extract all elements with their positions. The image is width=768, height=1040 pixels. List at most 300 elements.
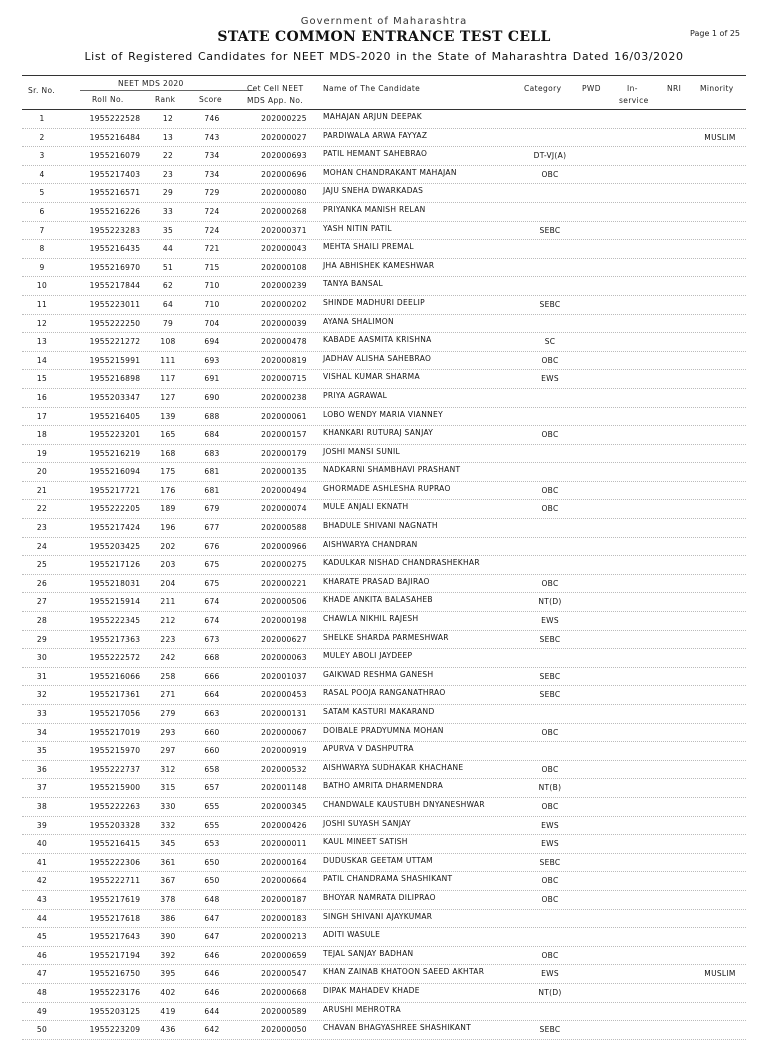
cell-sr-no: 22 — [36, 504, 48, 514]
cell-roll-no: 1955216898 — [89, 374, 141, 384]
cell-sr-no: 21 — [36, 485, 48, 495]
cell-app-no: 202000627 — [261, 634, 307, 644]
table-row — [22, 147, 746, 166]
cell-candidate-name: SHINDE MADHURI DEELIP — [323, 297, 425, 307]
table-row — [22, 389, 746, 408]
cell-roll-no: 1955217424 — [89, 523, 141, 533]
col-app-no-line2: MDS App. No. — [247, 96, 304, 105]
government-label: Government of Maharashtra — [300, 16, 468, 27]
cell-candidate-name: ADITI WASULE — [323, 930, 381, 940]
cell-rank: 23 — [162, 169, 174, 179]
cell-roll-no: 1955222306 — [89, 857, 141, 867]
cell-rank: 64 — [162, 299, 174, 309]
cell-candidate-name: SHELKE SHARDA PARMESHWAR — [323, 632, 449, 642]
cell-sr-no: 29 — [36, 634, 48, 644]
cell-rank: 390 — [160, 932, 176, 942]
cell-sr-no: 43 — [36, 894, 48, 904]
cell-sr-no: 3 — [39, 151, 45, 161]
cell-category: SEBC — [539, 671, 561, 681]
cell-candidate-name: AISHWARYA CHANDRAN — [323, 539, 418, 549]
cell-roll-no: 1955222205 — [89, 504, 141, 514]
cell-roll-no: 1955215900 — [89, 783, 141, 793]
table-row — [22, 817, 746, 836]
table-row — [22, 575, 746, 594]
cell-app-no: 202000506 — [261, 597, 307, 607]
cell-category: EWS — [541, 374, 559, 384]
table-row — [22, 593, 746, 612]
cell-roll-no: 1955217403 — [89, 169, 141, 179]
table-row — [22, 277, 746, 296]
cell-candidate-name: MAHAJAN ARJUN DEEPAK — [323, 112, 422, 121]
cell-rank: 402 — [160, 987, 176, 997]
cell-app-no: 202000589 — [261, 1006, 307, 1016]
cell-score: 734 — [204, 169, 220, 179]
col-pwd: PWD — [582, 84, 601, 93]
cell-category: EWS — [541, 839, 559, 849]
col-score: Score — [199, 95, 223, 104]
cell-sr-no: 17 — [36, 411, 48, 421]
cell-candidate-name: PRIYANKA MANISH RELAN — [323, 204, 426, 214]
table-body — [22, 110, 746, 1040]
cell-score: 673 — [204, 634, 220, 644]
cell-rank: 29 — [162, 188, 174, 198]
cell-candidate-name: LOBO WENDY MARIA VIANNEY — [323, 409, 443, 419]
cell-roll-no: 1955223209 — [89, 1025, 141, 1035]
cell-candidate-name: BATHO AMRITA DHARMENDRA — [323, 781, 444, 791]
cell-score: 663 — [204, 709, 220, 718]
cell-sr-no: 18 — [36, 430, 48, 440]
cell-app-no: 202000179 — [261, 448, 307, 458]
cell-candidate-name: AISHWARYA SUDHAKAR KHACHANE — [323, 762, 464, 772]
col-name: Name of The Candidate — [323, 84, 421, 93]
cell-sr-no: 42 — [36, 876, 48, 886]
cell-sr-no: 38 — [36, 801, 48, 811]
cell-candidate-name: TEJAL SANJAY BADHAN — [323, 948, 414, 958]
cell-sr-no: 1 — [39, 114, 45, 123]
cell-roll-no: 1955217194 — [89, 950, 141, 960]
cell-roll-no: 1955217618 — [89, 913, 141, 923]
cell-score: 642 — [204, 1025, 220, 1035]
cell-sr-no: 9 — [39, 262, 45, 272]
cell-score: 683 — [204, 448, 220, 458]
cell-rank: 12 — [162, 114, 174, 123]
cell-roll-no: 1955218031 — [89, 578, 141, 588]
table-row — [22, 928, 746, 947]
col-nri: NRI — [667, 84, 682, 93]
table-row — [22, 352, 746, 371]
cell-score: 693 — [204, 355, 220, 365]
cell-candidate-name: KHANKARI RUTURAJ SANJAY — [323, 428, 434, 438]
cell-category: NT(D) — [538, 987, 562, 997]
cell-roll-no: 1955217721 — [89, 485, 141, 495]
cell-roll-no: 1955223283 — [89, 225, 141, 235]
cell-app-no: 202000135 — [261, 467, 307, 477]
cell-roll-no: 1955217019 — [89, 727, 141, 737]
cell-rank: 189 — [160, 504, 176, 514]
cell-app-no: 202000275 — [261, 560, 307, 570]
cell-sr-no: 2 — [39, 132, 45, 142]
cell-sr-no: 49 — [36, 1006, 48, 1016]
cell-roll-no: 1955217619 — [89, 894, 141, 904]
table-row — [22, 240, 746, 259]
cell-sr-no: 46 — [36, 950, 48, 960]
cell-sr-no: 25 — [36, 560, 48, 570]
cell-sr-no: 40 — [36, 839, 48, 849]
cell-score: 679 — [204, 504, 220, 514]
cell-roll-no: 1955216415 — [89, 839, 141, 849]
table-row — [22, 649, 746, 668]
cell-roll-no: 1955217844 — [89, 281, 141, 291]
cell-app-no: 202000108 — [261, 262, 307, 272]
cell-candidate-name: PATIL HEMANT SAHEBRAO — [323, 149, 428, 159]
table-row — [22, 500, 746, 519]
cell-app-no: 202000067 — [261, 727, 307, 737]
cell-candidate-name: SINGH SHIVANI AJAYKUMAR — [323, 911, 433, 921]
cell-roll-no: 1955217126 — [89, 560, 141, 570]
table-row — [22, 463, 746, 482]
cell-category: EWS — [541, 616, 559, 626]
cell-rank: 223 — [160, 634, 176, 644]
cell-rank: 315 — [160, 783, 176, 793]
cell-roll-no: 1955216571 — [89, 188, 141, 198]
cell-app-no: 202000027 — [261, 132, 307, 142]
cell-score: 650 — [204, 857, 220, 867]
cell-sr-no: 32 — [36, 690, 48, 700]
cell-rank: 279 — [160, 709, 176, 718]
cell-rank: 165 — [160, 430, 176, 440]
cell-score: 690 — [204, 392, 220, 402]
cell-score: 676 — [204, 541, 220, 551]
cell-sr-no: 41 — [36, 857, 48, 867]
cell-score: 734 — [204, 151, 220, 161]
cell-app-no: 202000819 — [261, 355, 307, 365]
cell-category: OBC — [541, 355, 559, 365]
cell-sr-no: 28 — [36, 616, 48, 626]
cell-candidate-name: TANYA BANSAL — [323, 279, 383, 289]
cell-roll-no: 1955222711 — [89, 876, 141, 886]
cell-roll-no: 1955216405 — [89, 411, 141, 421]
cell-app-no: 202000547 — [261, 969, 307, 979]
cell-app-no: 202000225 — [261, 114, 307, 123]
table-header — [22, 75, 746, 110]
col-roll-no: Roll No. — [92, 95, 124, 104]
cell-score: 668 — [204, 653, 220, 663]
cell-app-no: 202000715 — [261, 374, 307, 384]
col-neet-group: NEET MDS 2020 — [118, 79, 184, 88]
cell-score: 657 — [204, 783, 220, 793]
cell-score: 650 — [204, 876, 220, 886]
cell-roll-no: 1955215914 — [89, 597, 141, 607]
cell-roll-no: 1955223176 — [89, 987, 141, 997]
cell-sr-no: 34 — [36, 727, 48, 737]
cell-app-no: 202000426 — [261, 820, 307, 830]
cell-rank: 242 — [160, 653, 176, 663]
cell-sr-no: 7 — [39, 225, 45, 235]
cell-category: OBC — [541, 504, 559, 514]
cell-app-no: 202000187 — [261, 894, 307, 904]
cell-minority: MUSLIM — [704, 132, 736, 142]
col-app-no-line1: Cet Cell NEET — [247, 84, 304, 93]
cell-category: SEBC — [539, 857, 561, 867]
cell-score: 674 — [204, 597, 220, 607]
cell-score: 675 — [204, 560, 220, 570]
cell-category: OBC — [541, 801, 559, 811]
cell-candidate-name: DOIBALE PRADYUMNA MOHAN — [323, 725, 444, 735]
cell-roll-no: 1955215970 — [89, 746, 141, 756]
cell-roll-no: 1955216435 — [89, 244, 141, 254]
table-row — [22, 705, 746, 724]
cell-score: 646 — [204, 950, 220, 960]
table-row — [22, 166, 746, 185]
cell-score: 721 — [204, 244, 220, 254]
cell-roll-no: 1955222737 — [89, 764, 141, 774]
cell-app-no: 202001037 — [261, 671, 307, 681]
cell-category: OBC — [541, 894, 559, 904]
cell-candidate-name: DUDUSKAR GEETAM UTTAM — [323, 855, 433, 865]
cell-app-no: 202000039 — [261, 318, 307, 328]
cell-rank: 361 — [160, 857, 176, 867]
cell-category: SEBC — [539, 634, 561, 644]
cell-sr-no: 50 — [36, 1025, 48, 1035]
cell-candidate-name: SATAM KASTURI MAKARAND — [323, 707, 435, 716]
cell-score: 660 — [204, 746, 220, 756]
cell-score: 658 — [204, 764, 220, 774]
cell-sr-no: 45 — [36, 932, 48, 942]
cell-sr-no: 6 — [39, 206, 45, 216]
cell-rank: 176 — [160, 485, 176, 495]
cell-category: OBC — [541, 876, 559, 886]
cell-rank: 297 — [160, 746, 176, 756]
cell-candidate-name: YASH NITIN PATIL — [323, 223, 392, 233]
cell-roll-no: 1955223201 — [89, 430, 141, 440]
col-category: Category — [524, 84, 562, 93]
table-row — [22, 184, 746, 203]
cell-candidate-name: BHOYAR NAMRATA DILIPRAO — [323, 892, 436, 902]
cell-score: 743 — [204, 132, 220, 142]
cell-roll-no: 1955216066 — [89, 671, 141, 681]
cell-rank: 62 — [162, 281, 174, 291]
cell-candidate-name: KHADE ANKITA BALASAHEB — [323, 595, 433, 605]
cell-candidate-name: JAJU SNEHA DWARKADAS — [323, 186, 424, 196]
table-row — [22, 835, 746, 854]
cell-rank: 168 — [160, 448, 176, 458]
cell-category: OBC — [541, 485, 559, 495]
cell-candidate-name: JHA ABHISHEK KAMESHWAR — [323, 260, 435, 270]
cell-rank: 367 — [160, 876, 176, 886]
cell-app-no: 202000080 — [261, 188, 307, 198]
cell-roll-no: 1955217361 — [89, 690, 141, 700]
cell-candidate-name: CHAWLA NIKHIL RAJESH — [323, 614, 419, 624]
cell-sr-no: 47 — [36, 969, 48, 979]
cell-roll-no: 1955215991 — [89, 355, 141, 365]
document-subtitle: List of Registered Candidates for NEET MDS-2020 in the State of Maharashtra Dated 16/03/2020 — [84, 50, 684, 63]
cell-rank: 111 — [160, 355, 176, 365]
cell-app-no: 202000371 — [261, 225, 307, 235]
cell-sr-no: 33 — [36, 709, 48, 718]
table-row — [22, 333, 746, 352]
cell-sr-no: 30 — [36, 653, 48, 663]
table-row — [22, 686, 746, 705]
cell-category: EWS — [541, 969, 559, 979]
cell-rank: 419 — [160, 1006, 176, 1016]
cell-rank: 330 — [160, 801, 176, 811]
cell-app-no: 202000478 — [261, 337, 307, 347]
table-row — [22, 965, 746, 984]
cell-sr-no: 35 — [36, 746, 48, 756]
table-row — [22, 724, 746, 743]
cell-candidate-name: JADHAV ALISHA SAHEBRAO — [323, 353, 432, 363]
cell-sr-no: 11 — [36, 299, 48, 309]
cell-app-no: 202000221 — [261, 578, 307, 588]
cell-score: 724 — [204, 206, 220, 216]
cell-rank: 202 — [160, 541, 176, 551]
cell-rank: 51 — [162, 262, 174, 272]
cell-app-no: 202000659 — [261, 950, 307, 960]
cell-rank: 378 — [160, 894, 176, 904]
cell-score: 646 — [204, 969, 220, 979]
cell-rank: 332 — [160, 820, 176, 830]
cell-rank: 35 — [162, 225, 174, 235]
cell-candidate-name: GAIKWAD RESHMA GANESH — [323, 669, 434, 679]
table-row — [22, 203, 746, 222]
cell-sr-no: 8 — [39, 244, 45, 254]
cell-app-no: 202000131 — [261, 709, 307, 718]
cell-rank: 345 — [160, 839, 176, 849]
cell-app-no: 202000164 — [261, 857, 307, 867]
cell-score: 660 — [204, 727, 220, 737]
cell-sr-no: 27 — [36, 597, 48, 607]
col-rank: Rank — [155, 95, 176, 104]
cell-sr-no: 24 — [36, 541, 48, 551]
cell-score: 644 — [204, 1006, 220, 1016]
cell-category: OBC — [541, 578, 559, 588]
cell-app-no: 202000074 — [261, 504, 307, 514]
cell-score: 674 — [204, 616, 220, 626]
cell-roll-no: 1955216219 — [89, 448, 141, 458]
cell-app-no: 202000668 — [261, 987, 307, 997]
cell-candidate-name: PARDIWALA ARWA FAYYAZ — [323, 130, 428, 140]
cell-app-no: 202000494 — [261, 485, 307, 495]
cell-score: 724 — [204, 225, 220, 235]
table-row — [22, 668, 746, 687]
cell-app-no: 202000345 — [261, 801, 307, 811]
cell-rank: 212 — [160, 616, 176, 626]
col-inservice-line1: In- — [627, 84, 638, 93]
cell-rank: 395 — [160, 969, 176, 979]
cell-candidate-name: AYANA SHALIMON — [323, 316, 394, 326]
cell-sr-no: 10 — [36, 281, 48, 291]
cell-app-no: 202000050 — [261, 1025, 307, 1035]
table-row — [22, 519, 746, 538]
cell-category: OBC — [541, 727, 559, 737]
table-row — [22, 259, 746, 278]
cell-candidate-name: NADKARNI SHAMBHAVI PRASHANT — [323, 465, 461, 475]
cell-score: 691 — [204, 374, 220, 384]
cell-roll-no: 1955216970 — [89, 262, 141, 272]
cell-sr-no: 16 — [36, 392, 48, 402]
cell-roll-no: 1955217643 — [89, 932, 141, 942]
cell-category: OBC — [541, 950, 559, 960]
cell-roll-no: 1955221272 — [89, 337, 141, 347]
cell-app-no: 202000202 — [261, 299, 307, 309]
table-row — [22, 1003, 746, 1022]
cell-candidate-name: KABADE AASMITA KRISHNA — [323, 335, 432, 345]
cell-app-no: 202000696 — [261, 169, 307, 179]
cell-minority: MUSLIM — [704, 969, 736, 979]
table-row — [22, 984, 746, 1003]
cell-rank: 386 — [160, 913, 176, 923]
cell-score: 710 — [204, 281, 220, 291]
cell-rank: 196 — [160, 523, 176, 533]
col-minority: Minority — [700, 84, 734, 93]
cell-roll-no: 1955222263 — [89, 801, 141, 811]
cell-app-no: 202000919 — [261, 746, 307, 756]
table-row — [22, 408, 746, 427]
cell-sr-no: 44 — [36, 913, 48, 923]
cell-score: 655 — [204, 820, 220, 830]
cell-candidate-name: BHADULE SHIVANI NAGNATH — [323, 521, 438, 531]
cell-score: 715 — [204, 262, 220, 272]
cell-roll-no: 1955216750 — [89, 969, 141, 979]
cell-roll-no: 1955222528 — [89, 114, 141, 123]
cell-category: SC — [544, 337, 556, 347]
table-row — [22, 426, 746, 445]
cell-candidate-name: KADULKAR NISHAD CHANDRASHEKHAR — [323, 558, 480, 568]
cell-candidate-name: PATIL CHANDRAMA SHASHIKANT — [323, 874, 453, 884]
cell-rank: 271 — [160, 690, 176, 700]
cell-sr-no: 13 — [36, 337, 48, 347]
cell-roll-no: 1955222250 — [89, 318, 141, 328]
cell-rank: 211 — [160, 597, 176, 607]
cell-score: 729 — [204, 188, 220, 198]
cell-app-no: 202000011 — [261, 839, 307, 849]
cell-sr-no: 4 — [39, 169, 45, 179]
cell-rank: 127 — [160, 392, 176, 402]
cell-candidate-name: MULE ANJALI EKNATH — [323, 502, 409, 512]
cell-roll-no: 1955203425 — [89, 541, 141, 551]
cell-score: 646 — [204, 987, 220, 997]
cell-score: 666 — [204, 671, 220, 681]
cell-category: OBC — [541, 169, 559, 179]
cell-candidate-name: PRIYA AGRAWAL — [323, 390, 388, 400]
cell-roll-no: 1955216079 — [89, 151, 141, 161]
cell-app-no: 202000532 — [261, 764, 307, 774]
cell-score: 675 — [204, 578, 220, 588]
table-row — [22, 296, 746, 315]
table-row — [22, 482, 746, 501]
cell-score: 647 — [204, 913, 220, 923]
cell-sr-no: 20 — [36, 467, 48, 477]
cell-score: 681 — [204, 485, 220, 495]
table-row — [22, 910, 746, 929]
cell-roll-no: 1955203347 — [89, 392, 141, 402]
cell-candidate-name: KHAN ZAINAB KHATOON SAEED AKHTAR — [323, 967, 485, 977]
cell-score: 681 — [204, 467, 220, 477]
cell-roll-no: 1955217056 — [89, 709, 141, 718]
cell-category: EWS — [541, 820, 559, 830]
cell-score: 704 — [204, 318, 220, 328]
cell-rank: 392 — [160, 950, 176, 960]
cell-rank: 203 — [160, 560, 176, 570]
cell-app-no: 202000043 — [261, 244, 307, 254]
cell-sr-no: 23 — [36, 523, 48, 533]
cell-app-no: 202000693 — [261, 151, 307, 161]
cell-score: 684 — [204, 430, 220, 440]
cell-candidate-name: KAUL MINEET SATISH — [323, 837, 408, 847]
cell-candidate-name: MOHAN CHANDRAKANT MAHAJAN — [323, 167, 457, 177]
col-inservice-line2: service — [619, 96, 649, 105]
cell-score: 648 — [204, 894, 220, 904]
